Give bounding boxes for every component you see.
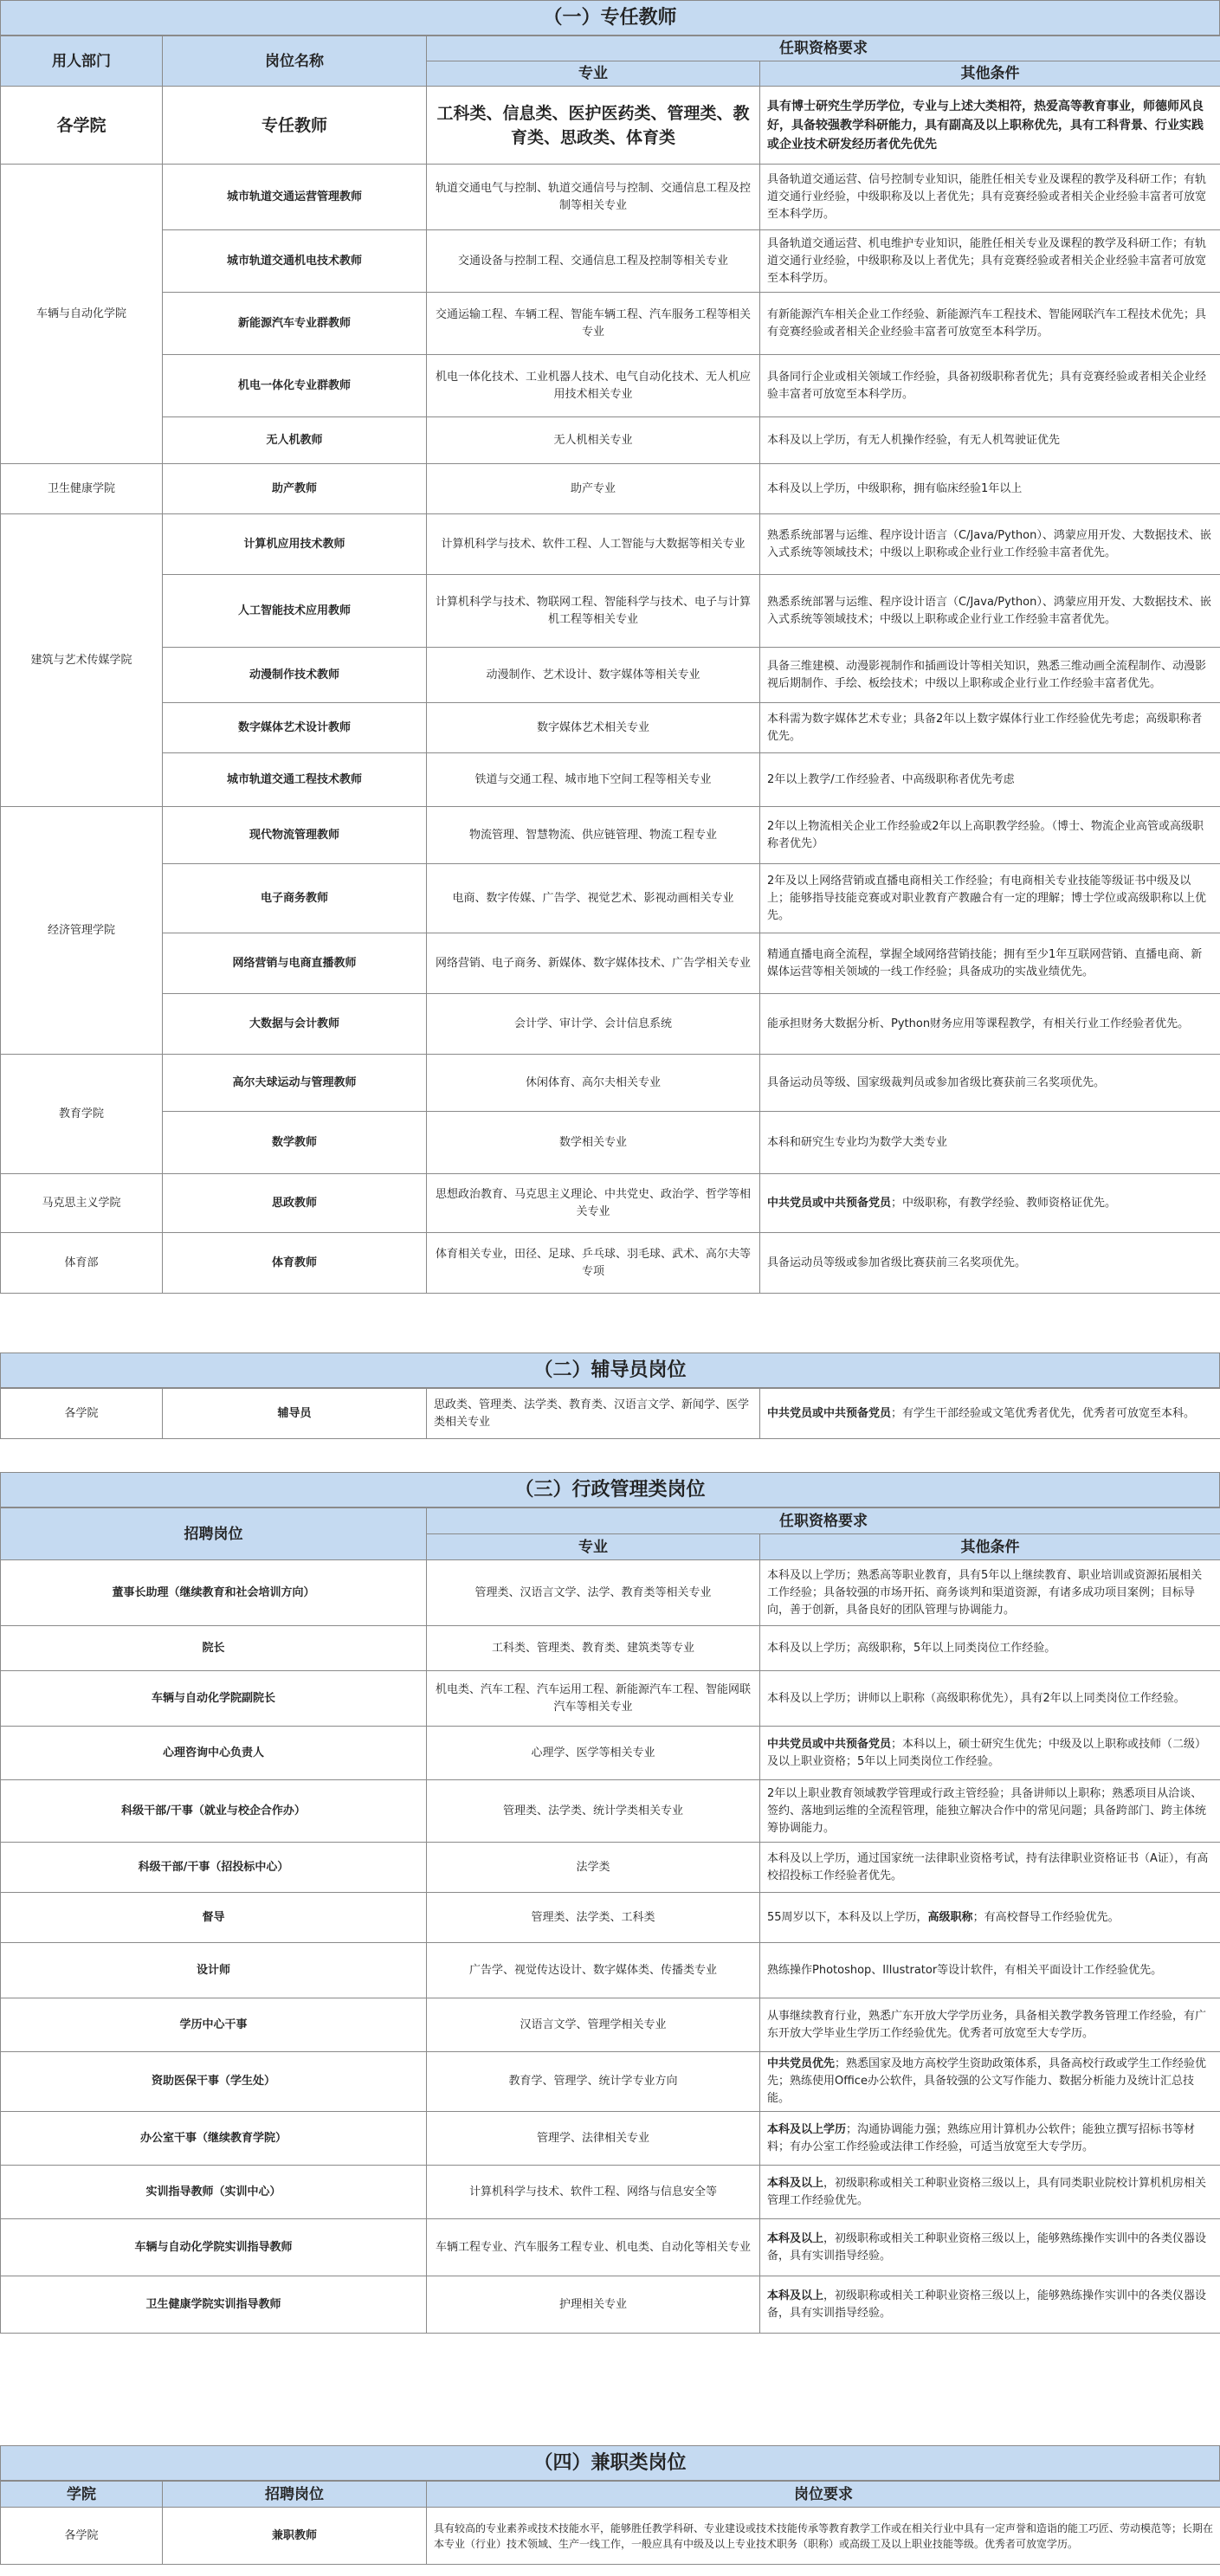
table-row <box>1 230 1220 293</box>
post-cell: 资助医保干事（学生处） <box>1 2052 427 2112</box>
post-cell: 数学教师 <box>163 1112 427 1174</box>
post-cell: 电子商务教师 <box>163 864 427 933</box>
other-cell <box>760 1671 1220 1727</box>
section-title: （四）兼职类岗位 <box>0 2445 1220 2481</box>
other-text: 能承担财务大数据分析、Python财务应用等课程教学，有相关行业工作经验者优先。 <box>767 1017 1190 1030</box>
other-text: 熟悉系统部署与运维、程序设计语言（C/Java/Python）、鸿蒙应用开发、大数据技术、嵌入式系统等领域技术；中级以上职称或企业行业工作经验丰富者优先。 <box>767 528 1211 559</box>
other-text: 本科和研究生专业均为数学大类专业 <box>767 1135 948 1149</box>
post-cell: 大数据与会计教师 <box>163 994 427 1055</box>
post-cell: 体育教师 <box>163 1233 427 1294</box>
major-cell: 法学类 <box>427 1843 760 1893</box>
other-text: ；有高校督导工作经验优先。 <box>972 1910 1120 1924</box>
table-row <box>1 1112 1220 1174</box>
other-cell <box>760 933 1220 994</box>
header-requirements: 任职资格要求 <box>427 36 1220 61</box>
other-text: ；中级职称，有教学经验、教师资格证优先。 <box>891 1196 1117 1210</box>
other-cell <box>760 165 1220 230</box>
table-row <box>1 1843 1220 1893</box>
header-post: 岗位名称 <box>163 36 427 87</box>
table-row <box>1 1780 1220 1843</box>
major-cell: 无人机相关专业 <box>427 417 760 464</box>
other-cell <box>760 417 1220 464</box>
post-cell: 董事长助理（继续教育和社会培训方向） <box>1 1560 427 1626</box>
table-row <box>1 514 1220 575</box>
section-parttime <box>0 2445 1220 2565</box>
post-cell: 辅导员 <box>163 1389 427 1439</box>
table-row <box>1 703 1220 753</box>
post-cell: 人工智能技术应用教师 <box>163 575 427 648</box>
post-cell: 车辆与自动化学院副院长 <box>1 1671 427 1727</box>
counselor-table <box>0 1388 1220 1439</box>
section-counselor <box>0 1353 1220 1439</box>
post-cell: 科级干部/干事（就业与校企合作办） <box>1 1780 427 1843</box>
major-cell: 物流管理、智慧物流、供应链管理、物流工程专业 <box>427 807 760 864</box>
major-cell: 机电类、汽车工程、汽车运用工程、新能源汽车工程、智能网联汽车等相关专业 <box>427 1671 760 1727</box>
admin-table <box>0 1508 1220 2334</box>
table-row <box>1 2166 1220 2219</box>
major-cell: 电商、数字传媒、广告学、视觉艺术、影视动画相关专业 <box>427 864 760 933</box>
other-text: 本科及以上学历，中级职称，拥有临床经验1年以上 <box>767 481 1023 495</box>
post-cell: 车辆与自动化学院实训指导教师 <box>1 2219 427 2276</box>
dept-cell: 马克思主义学院 <box>1 1174 163 1233</box>
header-major: 专业 <box>427 1534 760 1560</box>
header-requirements: 任职资格要求 <box>427 1508 1220 1534</box>
post-cell: 高尔夫球运动与管理教师 <box>163 1055 427 1112</box>
other-cell <box>760 2112 1220 2166</box>
major-cell: 工科类、管理类、教育类、建筑类等专业 <box>427 1626 760 1671</box>
post-cell: 助产教师 <box>163 464 427 514</box>
table-row <box>1 1560 1220 1626</box>
header-major: 专业 <box>427 61 760 87</box>
other-cell <box>760 1727 1220 1780</box>
table-row <box>1 575 1220 648</box>
section-title: （三）行政管理类岗位 <box>0 1472 1220 1508</box>
other-bold: 本科及以上 <box>767 2289 824 2302</box>
table-row <box>1 1626 1220 1671</box>
other-text: 具备同行企业或相关领域工作经验，具备初级职称者优先；具有竞赛经验或者相关企业经验丰富者可放宽至本科学历。 <box>767 370 1207 401</box>
major-cell: 动漫制作、艺术设计、数字媒体等相关专业 <box>427 648 760 703</box>
major-cell: 轨道交通电气与控制、轨道交通信号与控制、交通信息工程及控制等相关专业 <box>427 165 760 230</box>
post-cell: 心理咨询中心负责人 <box>1 1727 427 1780</box>
post-cell: 数字媒体艺术设计教师 <box>163 703 427 753</box>
dept-cell: 各学院 <box>1 87 163 165</box>
other-text: 熟悉系统部署与运维、程序设计语言（C/Java/Python）、鸿蒙应用开发、大数据技术、嵌入式系统等领域技术；中级以上职称或企业行业工作经验丰富者优先。 <box>767 595 1211 626</box>
post-cell: 机电一体化专业群教师 <box>163 355 427 417</box>
other-text: ；沟通协调能力强；熟练应用计算机办公软件；能独立撰写招标书等材料；有办公室工作经验或法律工作经验，可适当放宽至大专学历。 <box>767 2122 1196 2153</box>
other-text: 具备三维建模、动漫影视制作和插画设计等相关知识，熟悉三维动画全流程制作、动漫影视后期制作、手绘、板绘技术；中级以上职称或企业行业工作经验丰富者优先。 <box>767 659 1207 690</box>
table-row <box>1 355 1220 417</box>
major-cell: 体育相关专业，田径、足球、乒乓球、羽毛球、武术、高尔夫等专项 <box>427 1233 760 1294</box>
other-cell <box>760 1626 1220 1671</box>
dept-cell: 教育学院 <box>1 1055 163 1174</box>
other-text: ；有学生干部经验或文笔优秀者优先，优秀者可放宽至本科。 <box>891 1406 1196 1420</box>
other-text: 熟练操作Photoshop、Illustrator等设计软件，有相关平面设计工作经验优先。 <box>767 1963 1163 1977</box>
section-admin <box>0 1472 1220 2334</box>
other-bold: 中共党员或中共预备党员 <box>767 1737 892 1751</box>
header-dept: 用人部门 <box>1 36 163 87</box>
req-cell: 具有较高的专业素养或技术技能水平，能够胜任教学科研、专业建设或技术技能传承等教育教学工作或在相关行业中具有一定声誉和造诣的能工巧匠、劳动模范等；长期在本专业（行业）技术领域、生产一线工作，一般应具有中级及以上专业技术职务（职称）或高级工及以上职业技能等级。优秀者可放宽学历。 <box>427 2508 1220 2565</box>
other-cell <box>760 1943 1220 1998</box>
other-cell <box>760 1055 1220 1112</box>
other-text: 本科及以上学历；高级职称，5年以上同类岗位工作经验。 <box>767 1641 1056 1655</box>
post-cell: 兼职教师 <box>163 2508 427 2565</box>
major-cell: 网络营销、电子商务、新媒体、数字媒体技术、广告学相关专业 <box>427 933 760 994</box>
other-cell <box>760 1843 1220 1893</box>
table-row <box>1 1233 1220 1294</box>
teachers-table <box>0 36 1220 1330</box>
other-text: 本科需为数字媒体艺术专业；具备2年以上数字媒体行业工作经验优先考虑；高级职称者优先。 <box>767 712 1203 743</box>
major-cell: 汉语言文学、管理学相关专业 <box>427 1998 760 2052</box>
major-cell: 管理类、法学类、统计学类相关专业 <box>427 1780 760 1843</box>
table-row <box>1 648 1220 703</box>
other-cell <box>760 1233 1220 1294</box>
post-cell: 动漫制作技术教师 <box>163 648 427 703</box>
header-post: 招聘岗位 <box>1 1508 427 1560</box>
post-cell: 实训指导教师（实训中心） <box>1 2166 427 2219</box>
dept-cell: 建筑与艺术传媒学院 <box>1 514 163 807</box>
post-cell: 城市轨道交通工程技术教师 <box>163 753 427 807</box>
other-text: 本科及以上学历，通过国家统一法律职业资格考试，持有法律职业资格证书（A证），有高校招投标工作经验者优先。 <box>767 1851 1209 1882</box>
other-cell <box>760 864 1220 933</box>
table-row <box>1 1671 1220 1727</box>
other-bold: 本科及以上 <box>767 2176 824 2190</box>
other-cell <box>760 355 1220 417</box>
other-text: 具备运动员等级、国家级裁判员或参加省级比赛获前三名奖项优先。 <box>767 1075 1106 1089</box>
table-row <box>1 933 1220 994</box>
other-text: 2年以上教学/工作经验者、中高级职称者优先考虑 <box>767 772 1015 786</box>
other-cell <box>760 230 1220 293</box>
parttime-table <box>0 2481 1220 2565</box>
post-cell: 网络营销与电商直播教师 <box>163 933 427 994</box>
other-cell <box>760 1998 1220 2052</box>
table-row <box>1 293 1220 355</box>
major-cell: 心理学、医学等相关专业 <box>427 1727 760 1780</box>
other-cell <box>760 1174 1220 1233</box>
post-cell: 督导 <box>1 1893 427 1943</box>
other-text: ，初级职称或相关工种职业资格三级以上，能够熟练操作实训中的各类仪器设备，具有实训指导经验。 <box>767 2231 1207 2263</box>
other-cell: 具有博士研究生学历学位，专业与上述大类相符，热爱高等教育事业，师德师风良好，具备较强教学科研能力，具有副高及以上职称优先，具有工科背景、行业实践或企业技术研发经历者优先优先 <box>760 87 1220 165</box>
post-cell: 专任教师 <box>163 87 427 165</box>
post-cell: 卫生健康学院实训指导教师 <box>1 2276 427 2334</box>
other-cell <box>760 2166 1220 2219</box>
other-cell <box>760 753 1220 807</box>
major-cell: 数学相关专业 <box>427 1112 760 1174</box>
other-text: 有新能源汽车相关企业工作经验、新能源汽车工程技术、智能网联汽车工程技术优先；具有竞赛经验或者相关企业经验丰富者可放宽至本科学历。 <box>767 307 1207 339</box>
other-prefix: 55周岁以下，本科及以上学历， <box>767 1910 928 1924</box>
other-text: 精通直播电商全流程，掌握全域网络营销技能；拥有至少1年互联网营销、直播电商、新媒体运营等相关领域的一线工作经验；具备成功的实战业绩优先。 <box>767 947 1203 978</box>
table-row <box>1 1727 1220 1780</box>
dept-cell: 各学院 <box>1 1389 163 1439</box>
other-bold: 中共党员优先 <box>767 2057 836 2070</box>
post-cell: 无人机教师 <box>163 417 427 464</box>
table-row <box>1 2508 1220 2565</box>
major-cell: 机电一体化技术、工业机器人技术、电气自动化技术、无人机应用技术相关专业 <box>427 355 760 417</box>
other-cell <box>760 575 1220 648</box>
other-cell <box>760 2219 1220 2276</box>
section-title: （二）辅导员岗位 <box>0 1353 1220 1388</box>
other-cell <box>760 1893 1220 1943</box>
other-text: ；本科以上，硕士研究生优先；中级及以上职称或技师（二级）及以上职业资格；5年以上同类岗位工作经验。 <box>767 1737 1207 1768</box>
dept-cell: 经济管理学院 <box>1 807 163 1055</box>
major-cell: 护理相关专业 <box>427 2276 760 2334</box>
major-cell: 数字媒体艺术相关专业 <box>427 703 760 753</box>
teachers-body <box>1 165 1220 1294</box>
other-text: 具备运动员等级或参加省级比赛获前三名奖项优先。 <box>767 1256 1027 1269</box>
other-cell <box>760 2052 1220 2112</box>
post-cell: 城市轨道交通机电技术教师 <box>163 230 427 293</box>
table-row <box>1 165 1220 230</box>
other-cell <box>760 293 1220 355</box>
major-cell: 管理学、法律相关专业 <box>427 2112 760 2166</box>
other-cell <box>760 807 1220 864</box>
table-row <box>1 2052 1220 2112</box>
table-row <box>1 864 1220 933</box>
table-row <box>1 464 1220 514</box>
major-cell: 管理类、汉语言文学、法学、教育类等相关专业 <box>427 1560 760 1626</box>
major-cell: 计算机科学与技术、软件工程、人工智能与大数据等相关专业 <box>427 514 760 575</box>
major-cell: 思想政治教育、马克思主义理论、中共党史、政治学、哲学等相关专业 <box>427 1174 760 1233</box>
dept-cell: 体育部 <box>1 1233 163 1294</box>
post-cell: 现代物流管理教师 <box>163 807 427 864</box>
major-cell: 工科类、信息类、医护医药类、管理类、教育类、思政类、体育类 <box>427 87 760 165</box>
header-other: 其他条件 <box>760 61 1220 87</box>
table-row <box>1 807 1220 864</box>
major-cell: 教育学、管理学、统计学专业方向 <box>427 2052 760 2112</box>
major-cell: 会计学、审计学、会计信息系统 <box>427 994 760 1055</box>
post-cell: 院长 <box>1 1626 427 1671</box>
other-text: 具备轨道交通运营、信号控制专业知识，能胜任相关专业及课程的教学及科研工作；有轨道交通行业经验，中级职称及以上者优先；具有竞赛经验或者相关企业经验丰富者可放宽至本科学历。 <box>767 172 1207 221</box>
other-cell <box>760 994 1220 1055</box>
other-text: 具备轨道交通运营、机电维护专业知识，能胜任相关专业及课程的教学及科研工作；有轨道交通行业经验，中级职称及以上者优先；具有竞赛经验或者相关企业经验丰富者可放宽至本科学历。 <box>767 236 1207 285</box>
table-row <box>1 1174 1220 1233</box>
other-text: ，初级职称或相关工种职业资格三级以上，具有同类职业院校计算机机房相关管理工作经验优先。 <box>767 2176 1207 2207</box>
other-text: 2年以上职业教育领域教学管理或行政主管经验；具备讲师以上职称；熟悉项目从洽谈、签约、落地到运维的全流程管理，能独立解决合作中的常见问题；具备跨部门、跨主体统筹协调能力。 <box>767 1786 1207 1835</box>
post-cell: 新能源汽车专业群教师 <box>163 293 427 355</box>
dept-cell: 各学院 <box>1 2508 163 2565</box>
table-row <box>1 1998 1220 2052</box>
post-cell: 设计师 <box>1 1943 427 1998</box>
other-cell <box>760 1112 1220 1174</box>
other-text: ；熟悉国家及地方高校学生资助政策体系，具备高校行政或学生工作经验优先；熟练使用Office办公软件，具备较强的公文写作能力、数据分析能力及统计汇总技能。 <box>767 2057 1207 2105</box>
table-row <box>1 753 1220 807</box>
post-cell: 思政教师 <box>163 1174 427 1233</box>
other-text: 2年及以上网络营销或直播电商相关工作经验；有电商相关专业技能等级证书中级及以上；能够指导技能竞赛或对职业教育产教融合有一定的理解；博士学位或高级职称以上优先。 <box>767 874 1207 922</box>
table-row <box>1 417 1220 464</box>
other-bold: 本科及以上 <box>767 2231 824 2245</box>
post-cell: 办公室干事（继续教育学院） <box>1 2112 427 2166</box>
other-text: 本科及以上学历；讲师以上职称（高级职称优先），具有2年以上同类岗位工作经验。 <box>767 1691 1185 1705</box>
other-cell <box>760 1780 1220 1843</box>
other-cell <box>760 648 1220 703</box>
major-cell: 休闲体育、高尔夫相关专业 <box>427 1055 760 1112</box>
major-cell: 广告学、视觉传达设计、数字媒体类、传播类专业 <box>427 1943 760 1998</box>
dept-cell: 卫生健康学院 <box>1 464 163 514</box>
header-other: 其他条件 <box>760 1534 1220 1560</box>
other-bold: 本科及以上学历 <box>767 2122 847 2136</box>
major-cell: 思政类、管理类、法学类、教育类、汉语言文学、新闻学、医学类相关专业 <box>427 1389 760 1439</box>
table-row <box>1 994 1220 1055</box>
dept-cell: 车辆与自动化学院 <box>1 165 163 464</box>
major-cell: 助产专业 <box>427 464 760 514</box>
major-cell: 车辆工程专业、汽车服务工程专业、机电类、自动化等相关专业 <box>427 2219 760 2276</box>
section-title: （一）专任教师 <box>0 0 1220 36</box>
post-cell: 城市轨道交通运营管理教师 <box>163 165 427 230</box>
major-cell: 铁道与交通工程、城市地下空间工程等相关专业 <box>427 753 760 807</box>
other-cell <box>760 514 1220 575</box>
other-bold: 中共党员或中共预备党员 <box>767 1406 892 1420</box>
major-cell: 计算机科学与技术、软件工程、网络与信息安全等 <box>427 2166 760 2219</box>
major-cell: 管理类、法学类、工科类 <box>427 1893 760 1943</box>
table-row <box>1 1055 1220 1112</box>
other-text: 从事继续教育行业，熟悉广东开放大学学历业务，具备相关教学教务管理工作经验，有广东开放大学毕业生学历工作经验优先。优秀者可放宽至大专学历。 <box>767 2009 1207 2040</box>
other-text: 2年以上物流相关企业工作经验或2年以上高职教学经验。（博士、物流企业高管或高级职称者优先） <box>767 819 1204 850</box>
admin-body <box>1 1560 1220 2334</box>
table-row <box>1 1389 1220 1439</box>
table-row <box>1 1943 1220 1998</box>
major-cell: 交通设备与控制工程、交通信息工程及控制等相关专业 <box>427 230 760 293</box>
other-text: ，初级职称或相关工种职业资格三级以上，能够熟练操作实训中的各类仪器设备，具有实训指导经验。 <box>767 2289 1207 2320</box>
major-cell: 计算机科学与技术、物联网工程、智能科学与技术、电子与计算机工程等相关专业 <box>427 575 760 648</box>
other-bold: 中共党员或中共预备党员 <box>767 1196 892 1210</box>
table-row <box>1 2276 1220 2334</box>
other-cell <box>760 464 1220 514</box>
other-cell <box>760 1389 1220 1439</box>
other-cell <box>760 703 1220 753</box>
table-row <box>1 1893 1220 1943</box>
other-text: 本科及以上学历，有无人机操作经验，有无人机驾驶证优先 <box>767 433 1061 447</box>
other-text: 本科及以上学历；熟悉高等职业教育，具有5年以上继续教育、职业培训或资源拓展相关工作经验；具备较强的市场开拓、商务谈判和渠道资源，有诸多成功项目案例；目标导向，善于创新，具备良好的团队管理与协调能力。 <box>767 1568 1203 1617</box>
other-cell <box>760 1560 1220 1626</box>
header-dept: 学院 <box>1 2482 163 2508</box>
major-cell: 交通运输工程、车辆工程、智能车辆工程、汽车服务工程等相关专业 <box>427 293 760 355</box>
header-requirements: 岗位要求 <box>427 2482 1220 2508</box>
header-post: 招聘岗位 <box>163 2482 427 2508</box>
table-row <box>1 2112 1220 2166</box>
table-row <box>1 87 1220 165</box>
post-cell: 科级干部/干事（招投标中心） <box>1 1843 427 1893</box>
post-cell: 计算机应用技术教师 <box>163 514 427 575</box>
post-cell: 学历中心干事 <box>1 1998 427 2052</box>
other-bold: 高级职称 <box>927 1910 973 1924</box>
other-cell <box>760 2276 1220 2334</box>
table-row <box>1 2219 1220 2276</box>
